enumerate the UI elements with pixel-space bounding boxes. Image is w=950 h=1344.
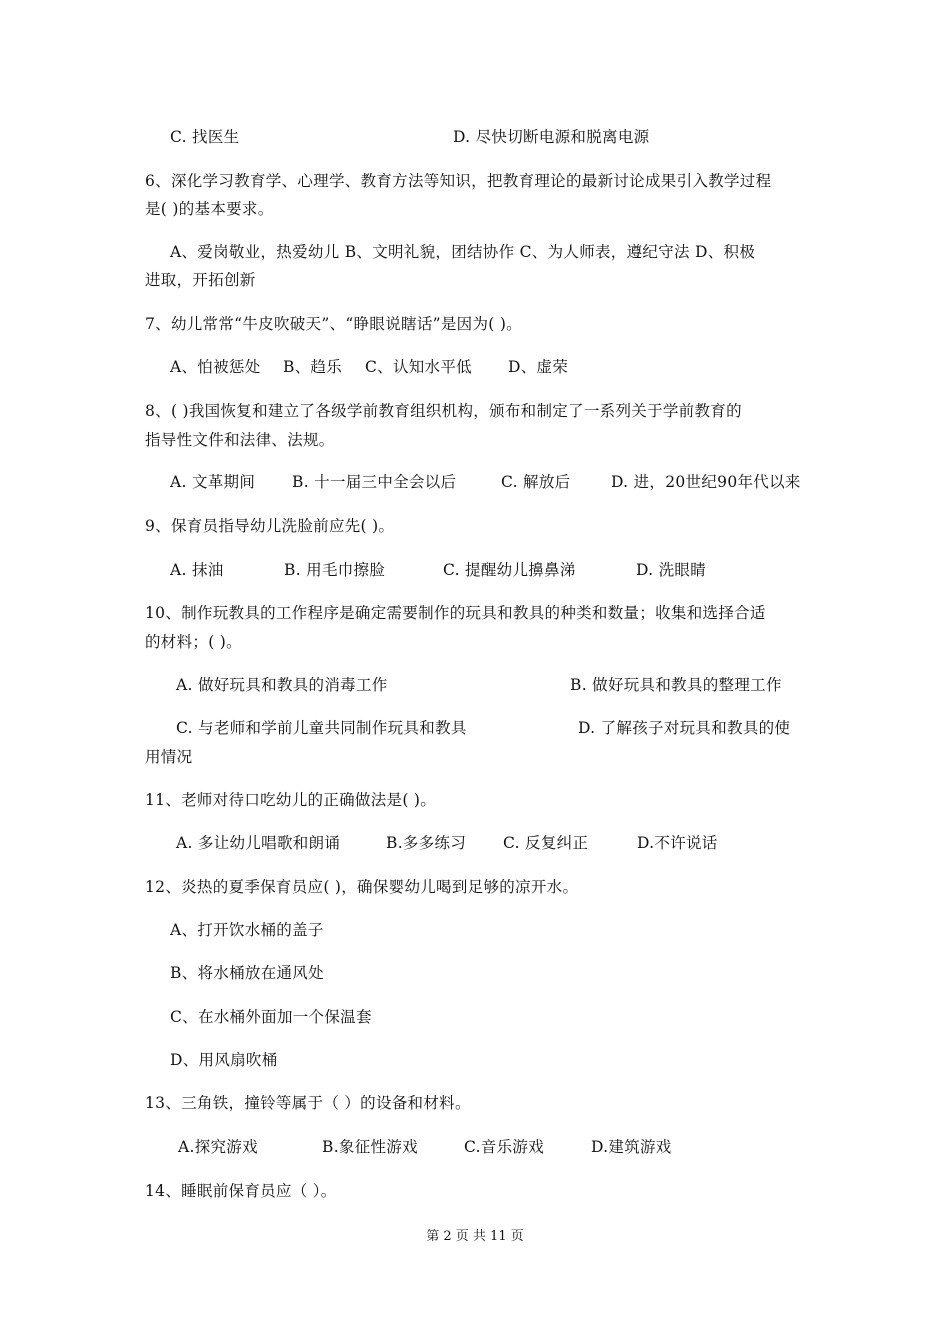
q13-stem: 13、三角铁，撞铃等属于（ ）的设备和材料。 <box>145 1094 471 1112</box>
q8-option-c: C. 解放后 <box>501 473 571 491</box>
q10-options-row-ab <box>176 675 808 695</box>
q12-option-d: D、用风扇吹桶 <box>170 1051 278 1069</box>
q9-option-a: A. 抹油 <box>170 561 224 579</box>
q11-option-d: D.不许说话 <box>637 834 718 852</box>
q12-stem: 12、炎热的夏季保育员应( )，确保婴幼儿喝到足够的凉开水。 <box>145 878 579 896</box>
q8-option-b: B. 十一届三中全会以后 <box>292 473 457 491</box>
q11-options-row <box>176 833 808 853</box>
q10-option-d: D. 了解孩子对玩具和教具的使 <box>578 719 791 737</box>
q11-option-b: B.多多练习 <box>386 834 467 852</box>
q12-option-c: C、在水桶外面加一个保温套 <box>170 1008 372 1026</box>
q8-options-row <box>170 472 808 492</box>
q5-options-row <box>170 127 808 147</box>
q8-stem-line2: 指导性文件和法律、法规。 <box>145 431 335 449</box>
q9-stem: 9、保育员指导幼儿洗脸前应先( )。 <box>145 517 395 535</box>
q9-options-row <box>170 560 808 580</box>
q9-option-c: C. 提醒幼儿擤鼻涕 <box>443 561 576 579</box>
page-footer: 第 2 页 共 11 页 <box>426 1229 524 1244</box>
q7-option-a: A、怕被惩处 <box>170 358 261 376</box>
q10-option-b: B. 做好玩具和教具的整理工作 <box>570 676 782 694</box>
q11-option-a: A. 多让幼儿唱歌和朗诵 <box>176 834 341 852</box>
q8-stem-line1: 8、( )我国恢复和建立了各级学前教育组织机构，颁布和制定了一系列关于学前教育的 <box>145 402 742 420</box>
q9-option-d: D. 洗眼睛 <box>636 561 707 579</box>
q6-stem-line1: 6、深化学习教育学、心理学、教育方法等知识，把教育理论的最新讨论成果引入教学过程 <box>145 172 772 190</box>
q6-options-line1: A、爱岗敬业，热爱幼儿 B、文明礼貌，团结协作 C、为人师表，遵纪守法 D、积极 <box>170 243 756 261</box>
q6-options-line2: 进取，开拓创新 <box>145 271 256 289</box>
q10-stem-line2: 的材料；( )。 <box>145 633 242 651</box>
q7-option-d: D、虚荣 <box>508 358 569 376</box>
q8-option-a: A. 文革期间 <box>170 473 256 491</box>
q13-option-d: D.建筑游戏 <box>591 1138 672 1156</box>
q10-options-row-cd <box>176 718 808 738</box>
q10-option-d-continued: 用情况 <box>145 748 193 766</box>
q10-option-a: A. 做好玩具和教具的消毒工作 <box>176 676 388 694</box>
q12-option-a: A、打开饮水桶的盖子 <box>170 921 324 939</box>
q11-stem: 11、老师对待口吃幼儿的正确做法是( )。 <box>145 791 437 809</box>
q10-stem-line1: 10、制作玩教具的工作程序是确定需要制作的玩具和教具的种类和数量；收集和选择合适 <box>145 604 766 622</box>
q5-option-d: D. 尽快切断电源和脱离电源 <box>453 128 650 146</box>
q10-option-c: C. 与老师和学前儿童共同制作玩具和教具 <box>176 719 467 737</box>
q9-option-b: B. 用毛巾擦脸 <box>284 561 386 579</box>
q7-option-c: C、认知水平低 <box>365 358 472 376</box>
q13-options-row <box>178 1137 808 1157</box>
q7-stem: 7、幼儿常常“牛皮吹破天”、“睁眼说瞎话”是因为( )。 <box>145 315 522 333</box>
q7-options-row <box>170 357 808 377</box>
q5-option-c: C. 找医生 <box>170 128 240 146</box>
q14-stem: 14、睡眠前保育员应（ ）。 <box>145 1182 337 1200</box>
q13-option-a: A.探究游戏 <box>178 1138 258 1156</box>
q7-option-b: B、趋乐 <box>283 358 343 376</box>
q13-option-b: B.象征性游戏 <box>322 1138 418 1156</box>
q12-option-b: B、将水桶放在通风处 <box>170 964 324 982</box>
q13-option-c: C.音乐游戏 <box>464 1138 545 1156</box>
q8-option-d: D. 进，20世纪90年代以来 <box>611 473 801 491</box>
q11-option-c: C. 反复纠正 <box>503 834 589 852</box>
q6-stem-line2: 是( )的基本要求。 <box>145 200 274 218</box>
